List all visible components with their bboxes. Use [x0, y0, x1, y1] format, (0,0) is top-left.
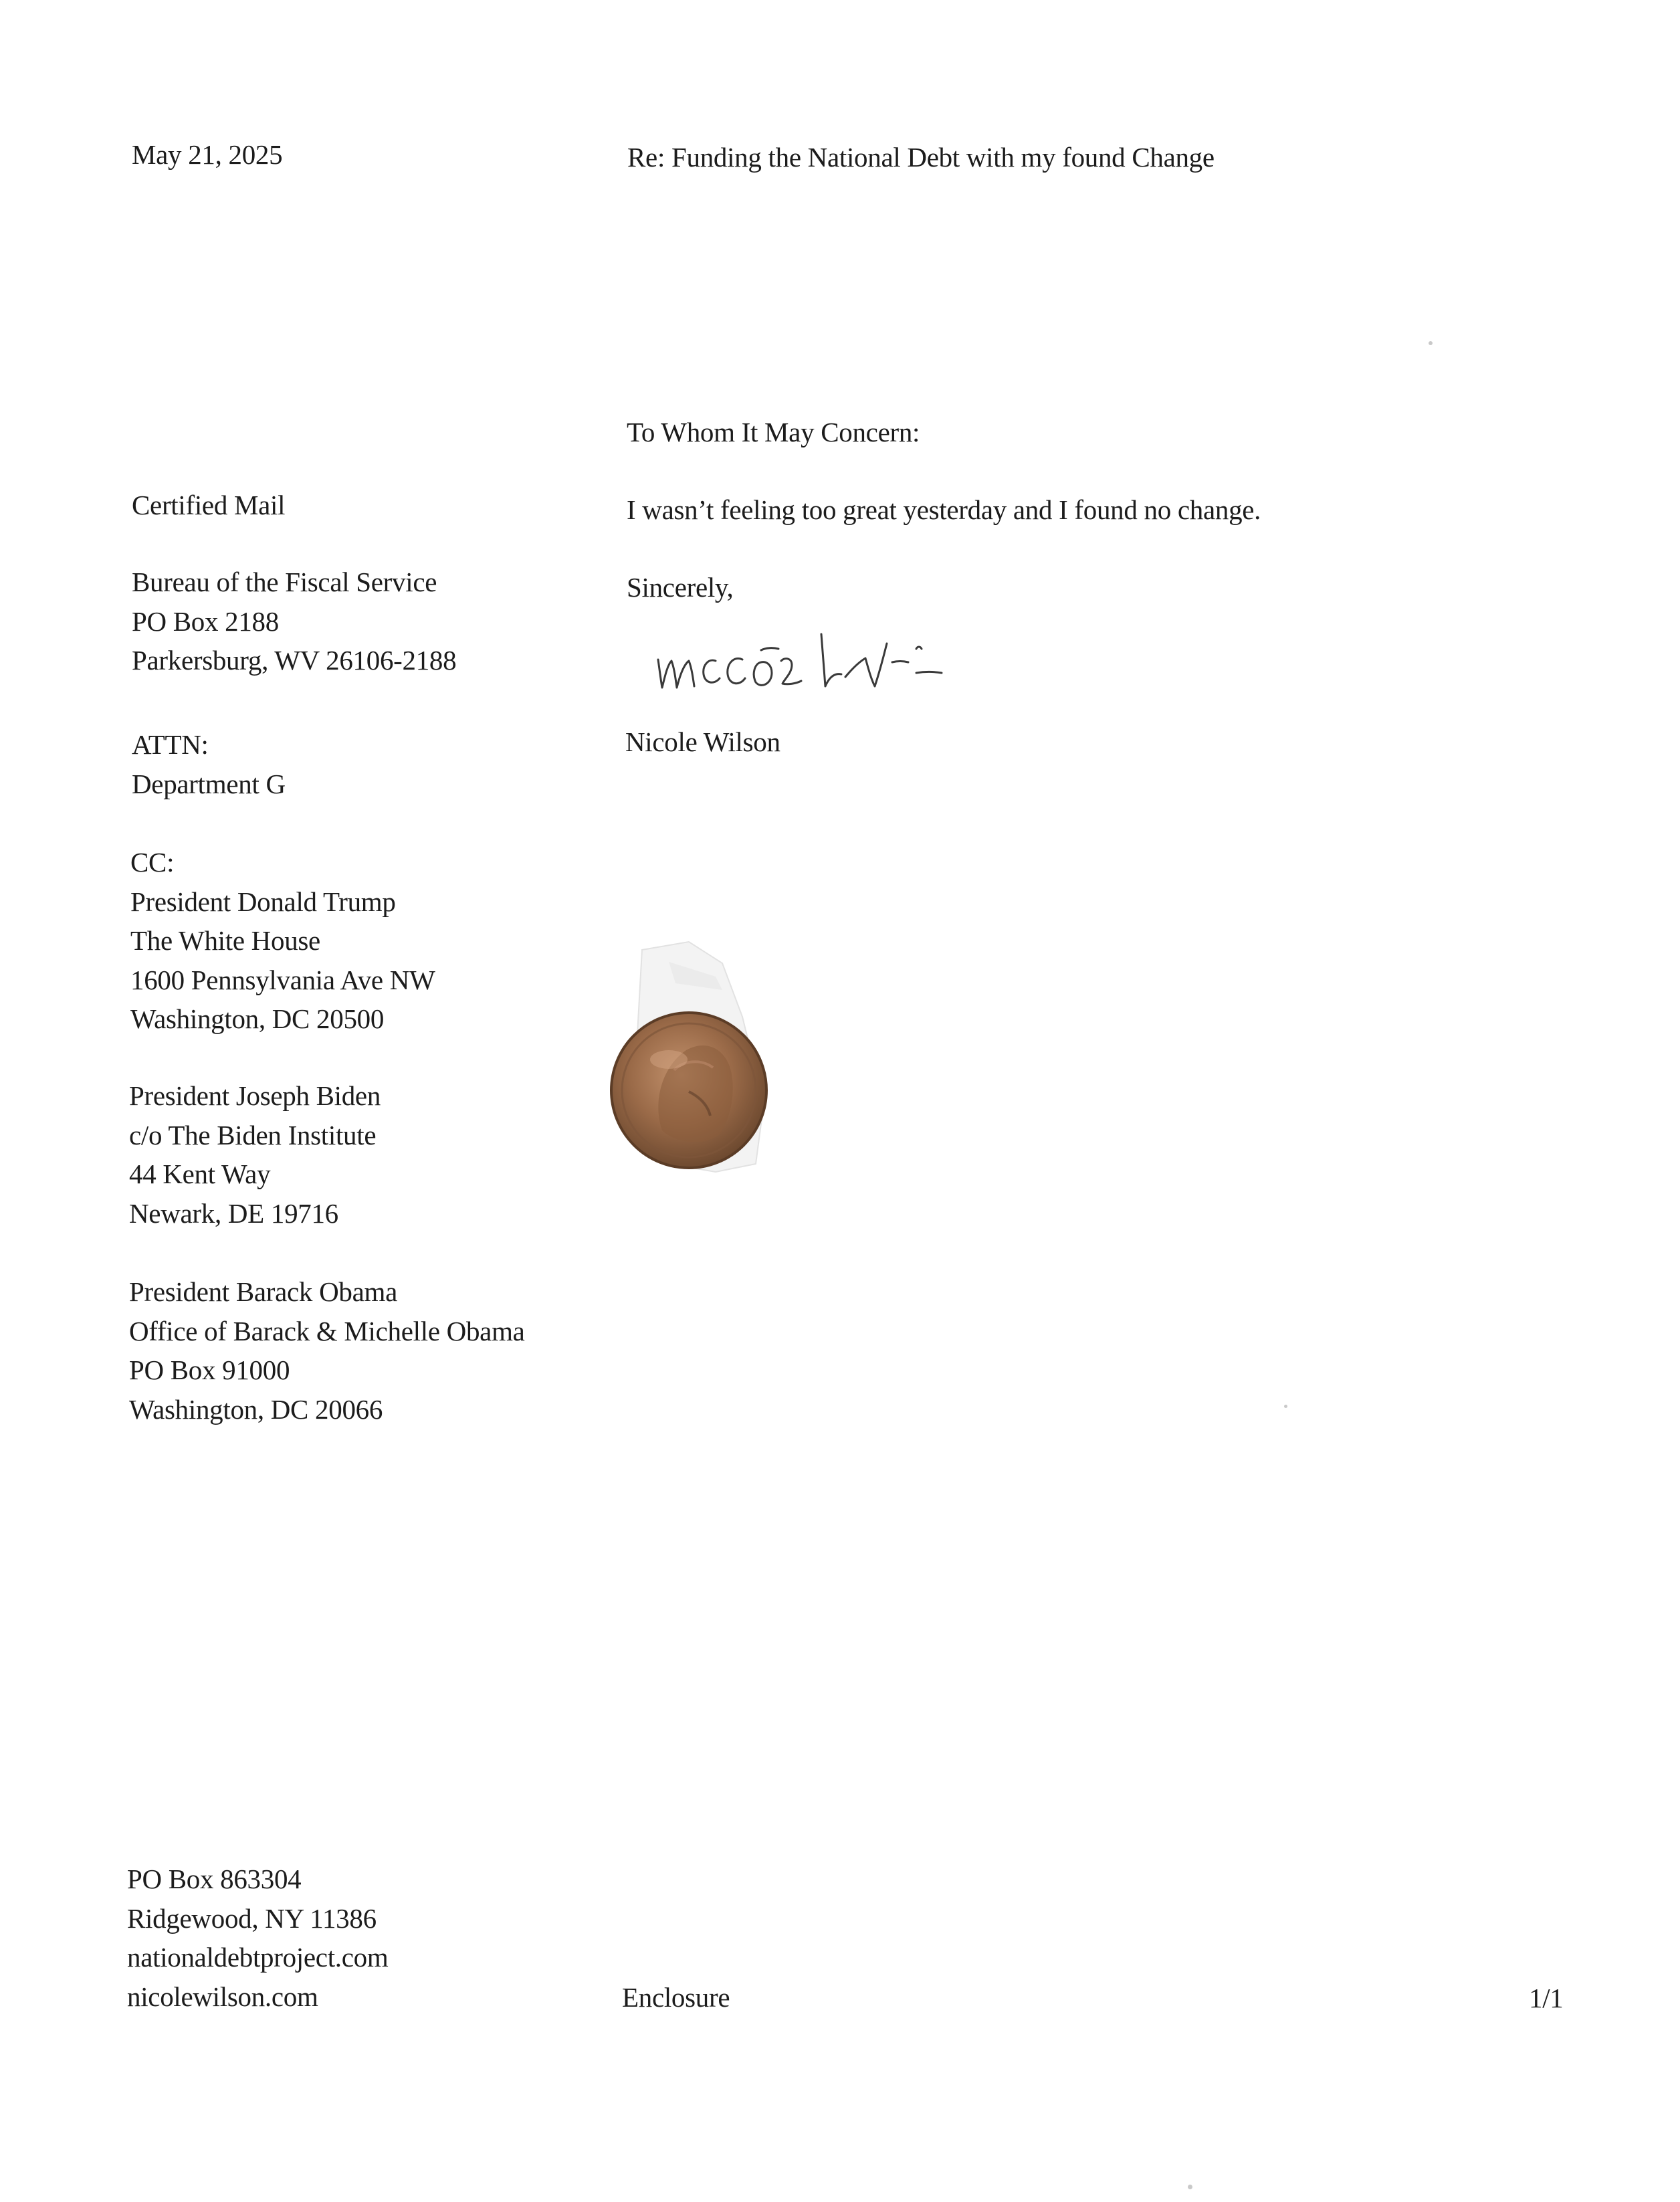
cc-line: Washington, DC 20066 — [129, 1393, 383, 1425]
footer-line: Ridgewood, NY 11386 — [127, 1902, 377, 1934]
attn-label: ATTN: — [132, 729, 209, 760]
handwritten-signature — [654, 621, 968, 701]
footer-line: PO Box 863304 — [127, 1864, 302, 1894]
page-number: 1/1 — [1529, 1983, 1564, 2013]
cc-line: The White House — [130, 925, 320, 956]
website-link: nicolewilson.com — [127, 1981, 318, 2012]
cc-line: Washington, DC 20500 — [130, 1003, 385, 1034]
footer-address — [127, 1860, 388, 2016]
salutation: To Whom It May Concern: — [627, 417, 920, 447]
closing: Sincerely, — [627, 572, 734, 603]
enclosure-label: Enclosure — [622, 1982, 730, 2013]
cc-line: President Donald Trump — [130, 886, 396, 917]
cc-line: 1600 Pennsylvania Ave NW — [130, 964, 435, 995]
cc-line: Newark, DE 19716 — [129, 1197, 338, 1229]
mail-type: Certified Mail — [132, 490, 286, 520]
letter-body: I wasn’t feeling too great yesterday and I found no change. — [627, 494, 1261, 525]
sender-name: Nicole Wilson — [625, 726, 780, 757]
recipient-line: Parkersburg, WV 26106-2188 — [132, 645, 457, 676]
recipient-line: Bureau of the Fiscal Service — [132, 567, 437, 597]
scan-speck — [1284, 1405, 1287, 1408]
attn-block — [132, 725, 286, 803]
recipient-address — [132, 563, 456, 680]
letter-subject: Re: Funding the National Debt with my found Change — [627, 142, 1215, 173]
cc-recipient-biden — [129, 1076, 381, 1233]
attn-department: Department G — [132, 768, 286, 799]
website-link: nationaldebtproject.com — [127, 1942, 389, 1973]
scan-speck — [1188, 2185, 1192, 2189]
cc-recipient-obama — [129, 1272, 525, 1429]
cc-line: PO Box 91000 — [129, 1355, 290, 1385]
cc-line: Office of Barack & Michelle Obama — [129, 1315, 525, 1346]
cc-line: President Barack Obama — [129, 1276, 397, 1307]
penny-coin — [589, 936, 816, 1184]
cc-label: CC: — [130, 847, 175, 878]
letter-date: May 21, 2025 — [132, 139, 283, 170]
cc-line: 44 Kent Way — [129, 1159, 271, 1189]
recipient-line: PO Box 2188 — [132, 605, 279, 637]
cc-block — [130, 843, 435, 1039]
cc-line: c/o The Biden Institute — [129, 1119, 377, 1150]
cc-line: President Joseph Biden — [129, 1080, 381, 1111]
scan-speck — [1429, 341, 1433, 345]
